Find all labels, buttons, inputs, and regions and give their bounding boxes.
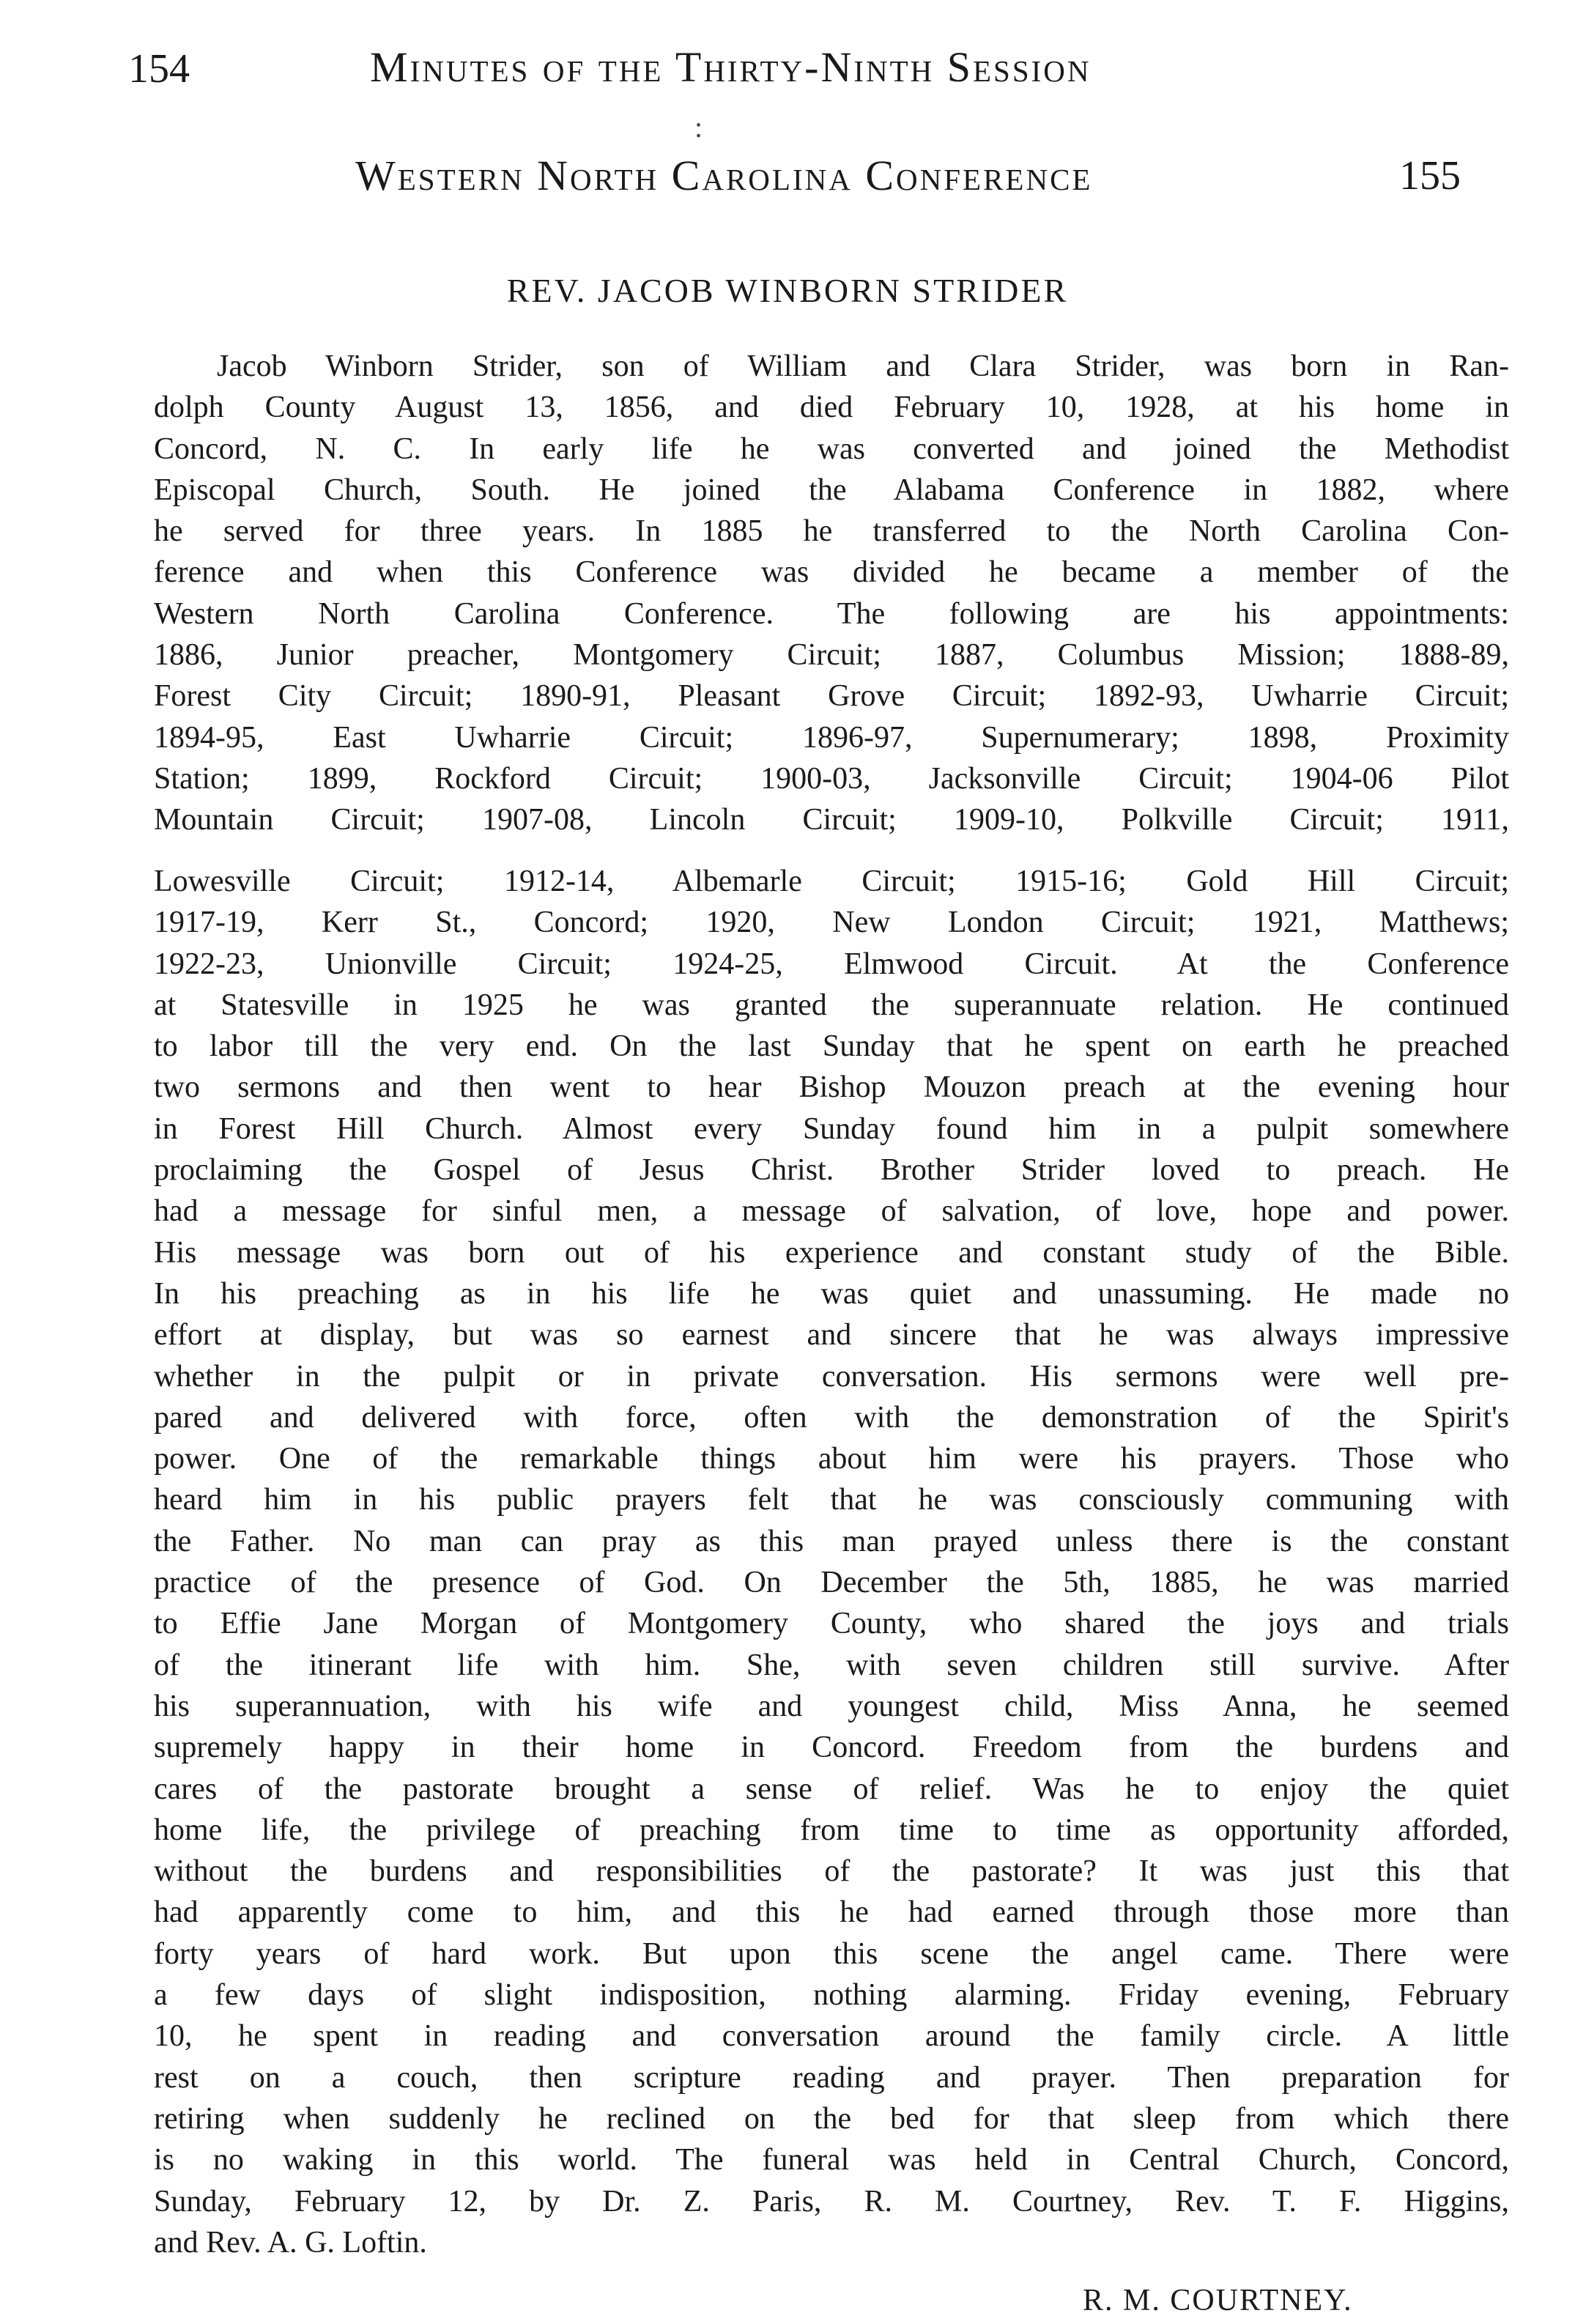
text-line: In his preaching as in his life he was quiet and unassuming. He made no [154,1276,1509,1311]
text-line: forty years of hard work. But upon this scene the angel came. There were [154,1936,1509,1971]
text-line: of the itinerant life with him. She, with seven children still survive. After [154,1648,1509,1682]
text-line: had a message for sinful men, a message of salvation, of love, hope and power. [154,1194,1509,1229]
text-line: Concord, N. C. In early life he was converted and joined the Methodist [154,432,1509,466]
text-line: pared and delivered with force, often with the demonstration of the Spirit's [154,1400,1509,1435]
text-line: Jacob Winborn Strider, son of William and Clara Strider, was born in Ran- [217,349,1509,383]
text-line: is no waking in this world. The funeral was held in Central Church, Concord, [154,2143,1509,2177]
text-line: cares of the pastorate brought a sense of relief. Was he to enjoy the quiet [154,1772,1509,1806]
text-line: Forest City Circuit; 1890-91, Pleasant Grove Circuit; 1892-93, Uwharrie Circuit; [154,679,1509,714]
text-line: at Statesville in 1925 he was granted the superannuate relation. He continued [154,988,1509,1022]
text-line: Station; 1899, Rockford Circuit; 1900-03, Jacksonville Circuit; 1904-06 Pilot [154,761,1509,796]
text-line: he served for three years. In 1885 he transferred to the North Carolina Con- [154,514,1509,549]
text-line: to labor till the very end. On the last Sunday that he spent on earth he preached [154,1029,1509,1064]
text-line: retiring when suddenly he reclined on the bed for that sleep from which there [154,2101,1509,2136]
text-line: two sermons and then went to hear Bishop Mouzon preach at the evening hour [154,1070,1509,1105]
text-line: heard him in his public prayers felt that he was consciously communing with [154,1483,1509,1517]
text-line: and Rev. A. G. Loftin. [154,2225,427,2260]
article-title: REV. JACOB WINBORN STRIDER [506,272,1069,309]
text-line: 10, he spent in reading and conversation around the family circle. A little [154,2019,1509,2054]
right-running-title: Western North Carolina Conference [355,152,1093,199]
text-line: to Effie Jane Morgan of Montgomery County, who shared the joys and trials [154,1607,1509,1641]
text-line: 1922-23, Unionville Circuit; 1924-25, Elmwood Circuit. At the Conference [154,947,1509,981]
text-line: proclaiming the Gospel of Jesus Christ. Brother Strider loved to preach. He [154,1153,1509,1188]
text-line: Episcopal Church, South. He joined the Alabama Conference in 1882, where [154,473,1509,507]
text-line: supremely happy in their home in Concord. Freedom from the burdens and [154,1731,1509,1765]
left-page-number: 154 [128,46,190,92]
text-line: a few days of slight indisposition, nothing alarming. Friday evening, February [154,1978,1509,2013]
header-separator-mark: : [694,111,703,144]
text-line: Western North Carolina Conference. The following are his appointments: [154,596,1509,631]
text-line: had apparently come to him, and this he had earned through those more than [154,1895,1509,1930]
text-line: Lowesville Circuit; 1912-14, Albemarle Circuit; 1915-16; Gold Hill Circuit; [154,865,1509,898]
text-line: 1917-19, Kerr St., Concord; 1920, New London Circuit; 1921, Matthews; [154,906,1509,940]
left-running-title: Minutes of the Thirty-Ninth Session [370,43,1092,91]
author-signature: R. M. COURTNEY. [1083,2284,1353,2317]
text-line: whether in the pulpit or in private conversation. His sermons were well pre- [154,1359,1509,1394]
text-line: Sunday, February 12, by Dr. Z. Paris, R. M. Courtney, Rev. T. F. Higgins, [154,2184,1509,2218]
right-page-number: 155 [1399,153,1461,199]
article-body-block-2 [154,861,1509,2263]
text-line: his superannuation, with his wife and youngest child, Miss Anna, he seemed [154,1689,1509,1723]
text-line: power. One of the remarkable things about him were his prayers. Those who [154,1442,1509,1476]
text-line: rest on a couch, then scripture reading and prayer. Then preparation for [154,2060,1509,2095]
text-line: dolph County August 13, 1856, and died February 10, 1928, at his home in [154,391,1509,425]
text-line: His message was born out of his experience and constant study of the Bible. [154,1235,1509,1270]
text-line: the Father. No man can pray as this man prayed unless there is the constant [154,1524,1509,1558]
text-line: in Forest Hill Church. Almost every Sunday found him in a pulpit somewhere [154,1111,1509,1146]
text-line: Mountain Circuit; 1907-08, Lincoln Circuit; 1909-10, Polkville Circuit; 1911, [154,803,1509,837]
text-line: without the burdens and responsibilities of the pastorate? It was just this that [154,1854,1509,1889]
text-line: home life, the privilege of preaching from time to time as opportunity afforded, [154,1813,1509,1847]
text-line: ference and when this Conference was divided he became a member of the [154,555,1509,590]
article-body-block-1 [154,346,1509,841]
text-line: practice of the presence of God. On December the 5th, 1885, he was married [154,1566,1509,1600]
text-line: 1894-95, East Uwharrie Circuit; 1896-97, Supernumerary; 1898, Proximity [154,720,1509,755]
text-line: effort at display, but was so earnest and sincere that he was always impressive [154,1318,1509,1352]
text-line: 1886, Junior preacher, Montgomery Circuit; 1887, Columbus Mission; 1888-89, [154,638,1509,673]
